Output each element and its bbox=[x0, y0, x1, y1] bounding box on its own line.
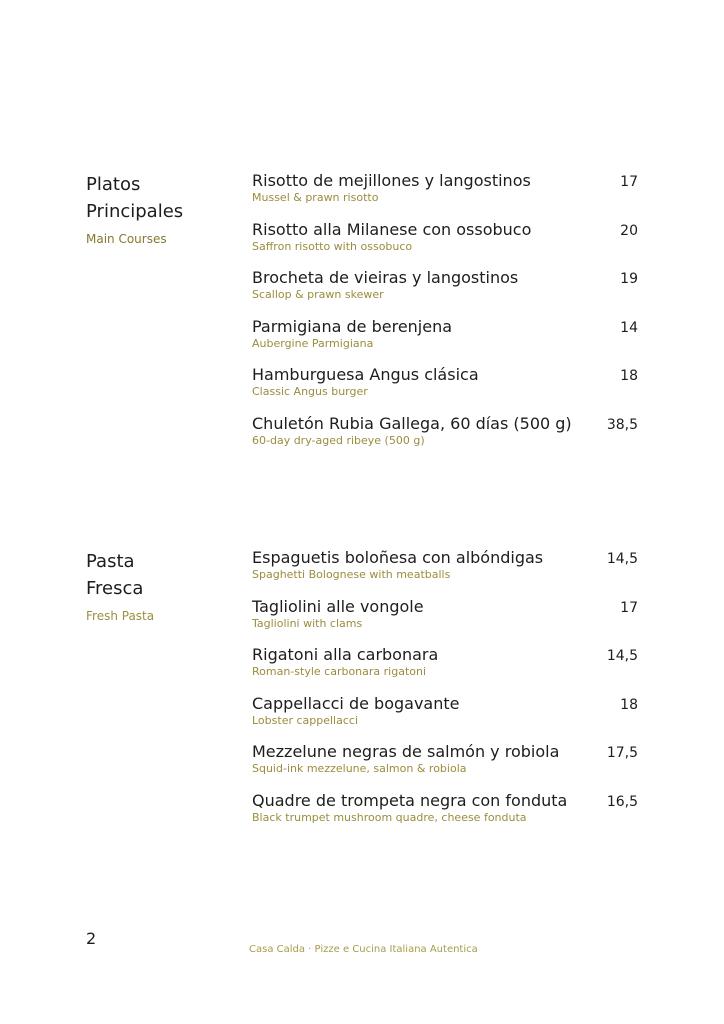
page-number: 2 bbox=[86, 929, 97, 948]
menu-item bbox=[252, 645, 638, 694]
section-subtitle: Fresh Pasta bbox=[86, 609, 155, 623]
menu-item-description: Aubergine Parmigiana bbox=[252, 336, 374, 350]
section-title-line-2: Fresca bbox=[86, 578, 144, 599]
menu-item bbox=[252, 220, 638, 269]
menu-item-name: Cappellacci de bogavante bbox=[252, 693, 460, 713]
menu-item-description: Black trumpet mushroom quadre, cheese fonduta bbox=[252, 810, 527, 824]
menu-item-description: Saffron risotto with ossobuco bbox=[252, 239, 413, 253]
menu-items-list bbox=[252, 548, 638, 840]
menu-item bbox=[252, 548, 638, 597]
section-title-line-2: Principales bbox=[86, 201, 184, 222]
menu-item-price: 20 bbox=[620, 222, 638, 239]
menu-item-name: Brocheta de vieiras y langostinos bbox=[252, 268, 519, 288]
section-title-line-1: Pasta bbox=[86, 551, 135, 572]
menu-item-price: 14,5 bbox=[606, 551, 638, 567]
menu-item-name: Hamburguesa Angus clásica bbox=[252, 365, 479, 385]
menu-item-price: 14 bbox=[620, 319, 638, 336]
menu-item bbox=[252, 317, 638, 366]
menu-item-description: Mussel & prawn risotto bbox=[252, 191, 379, 204]
menu-item-name: Rigatoni alla carbonara bbox=[252, 645, 439, 665]
footer-restaurant-name: Casa Calda · Pizze e Cucina Italiana Autentica bbox=[249, 944, 478, 955]
menu-item-name: Risotto de mejillones y langostinos bbox=[252, 171, 531, 190]
menu-item bbox=[252, 597, 638, 646]
menu-item bbox=[252, 365, 638, 414]
menu-item-name: Parmigiana de berenjena bbox=[252, 316, 453, 336]
menu-item-price: 17,5 bbox=[606, 745, 638, 762]
menu-item bbox=[252, 742, 638, 791]
menu-item-price: 18 bbox=[620, 696, 638, 713]
section-subtitle: Main Courses bbox=[86, 232, 167, 246]
menu-item-price: 38,5 bbox=[606, 416, 638, 433]
menu-item-name: Chuletón Rubia Gallega, 60 días (500 g) bbox=[252, 413, 572, 433]
menu-item-description: Lobster cappellacci bbox=[252, 713, 359, 727]
menu-item-price: 14,5 bbox=[606, 648, 638, 665]
menu-item-description: Scallop & prawn skewer bbox=[252, 288, 384, 302]
menu-item-name: Quadre de trompeta negra con fonduta bbox=[252, 790, 568, 810]
menu-item-name: Espaguetis boloñesa con albóndigas bbox=[252, 548, 544, 567]
menu-item bbox=[252, 791, 638, 840]
section-heading bbox=[86, 548, 236, 624]
menu-item-price: 17 bbox=[620, 174, 638, 190]
menu-item-price: 18 bbox=[620, 368, 638, 385]
menu-item-description: Classic Angus burger bbox=[252, 385, 368, 399]
menu-item-description: Spaghetti Bolognese with meatballs bbox=[252, 568, 451, 581]
menu-item-description: Squid-ink mezzelune, salmon & robiola bbox=[252, 762, 467, 776]
menu-item bbox=[252, 414, 638, 463]
menu-item bbox=[252, 268, 638, 317]
menu-item bbox=[252, 171, 638, 220]
menu-item-description: Roman-style carbonara rigatoni bbox=[252, 665, 427, 679]
menu-item-name: Mezzelune negras de salmón y robiola bbox=[252, 742, 560, 762]
menu-item-name: Tagliolini alle vongole bbox=[252, 596, 424, 616]
menu-item-description: Tagliolini with clams bbox=[252, 616, 363, 630]
menu-item-price: 19 bbox=[620, 271, 638, 288]
menu-item-price: 17 bbox=[620, 599, 638, 616]
menu-items-list bbox=[252, 171, 638, 463]
section-title-line-1: Platos bbox=[86, 174, 141, 195]
section-heading bbox=[86, 171, 236, 247]
menu-item-description: 60-day dry-aged ribeye (500 g) bbox=[252, 433, 425, 447]
menu-item bbox=[252, 694, 638, 743]
menu-item-name: Risotto alla Milanese con ossobuco bbox=[252, 219, 532, 239]
menu-item-price: 16,5 bbox=[606, 793, 638, 810]
